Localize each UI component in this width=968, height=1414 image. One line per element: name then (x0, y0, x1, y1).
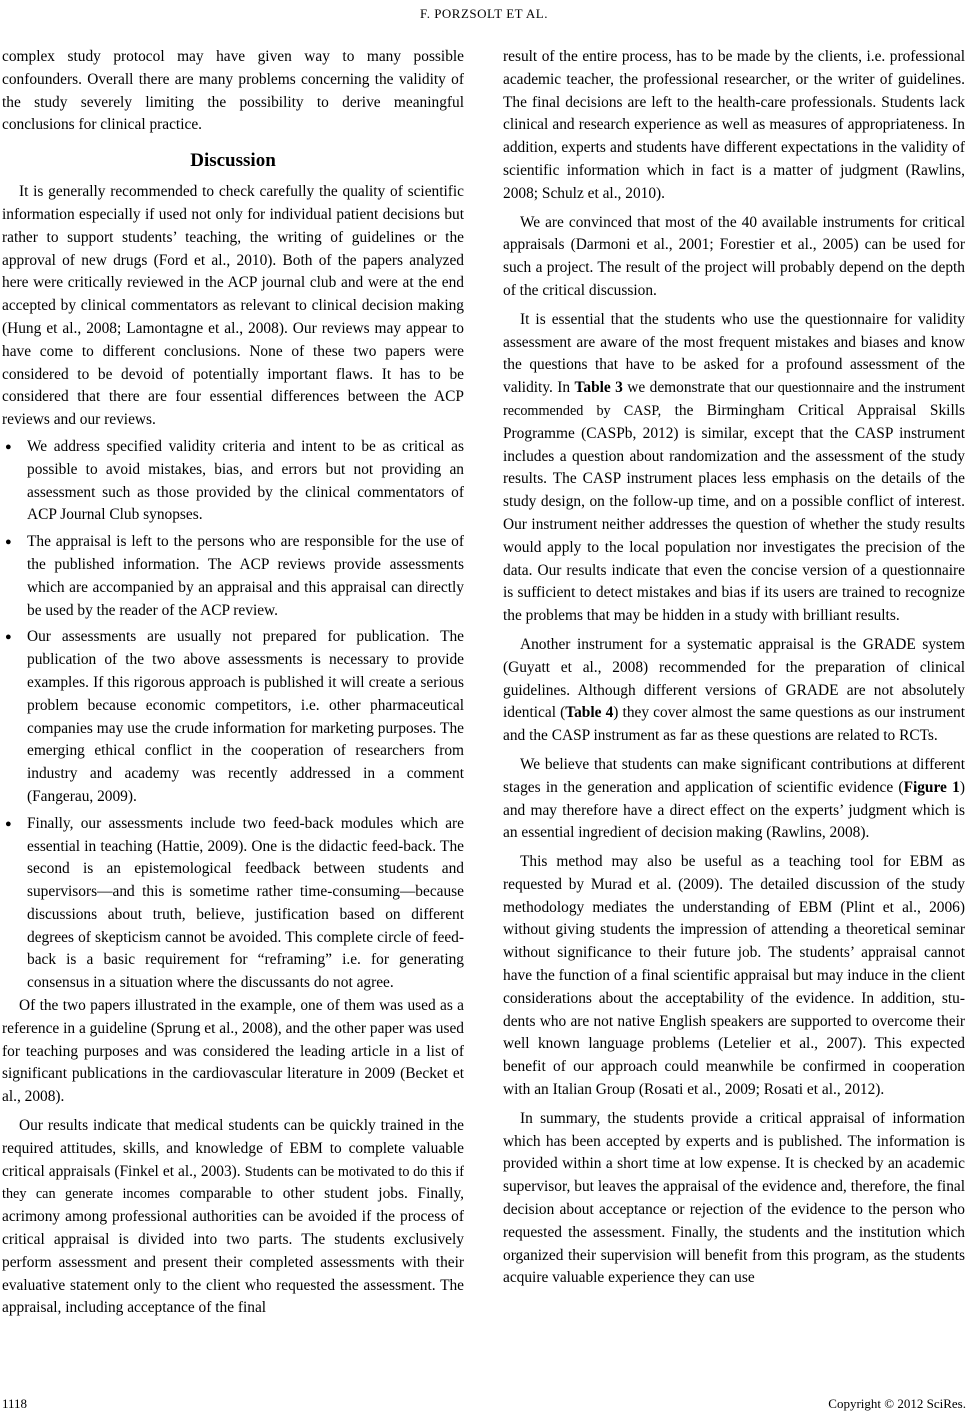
bullet-icon: ● (5, 440, 12, 453)
paragraph: This method may also be useful as a teaching tool for EBM as requested by Murad et al. (2009). The detailed discussion of the study methodology mediates the understanding of EBM (Plint et al., 2006) without giving students the impression of attending a theoretical seminar without significance to their future job. The students’ appraisal cannot have the function of a final scientific appraisal but may induce in the client considerations about the acceptability of the evidence. In addition, students who are not native English speakers are supported to overcome their well known language problems (Letelier et al., 2007). This expected benefit of our approach could meanwhile be confirmed in cooperation with an Italian Group (Rosati et al., 2009; Rosati et al., 2012). (503, 853, 965, 1099)
paragraph: Another instrument for a systematic appraisal is the GRADE system (Guyatt et al., 2008) recommended for the preparation of clinical guidelines. Although different versions of GRADE are not absolutely identical (Table 4) they cover almost the same questions as our instrument and the CASP instrument as far as these questions are related to RCTs. (503, 635, 965, 745)
paragraph: Of the two papers illustrated in the example, one of them was used as a reference in a guideline (Sprung et al., 2008), and the other paper was used for teaching purposes and was considered the leading article in a list of significant publications in the cardiovascular literature in 2009 (Becket et al., 2008). (2, 997, 464, 1106)
list-item: ● Our assessments are usually not prepared for publication. The publication of the two above assessments is necessary to provide examples. If this rigorous approach is published it will create a serious problem because economic competitors, i.e. other pharmaceutical companies may use the crude information for marketing purposes. The emerging ethical conflict in the cooperation of researchers from industry and academy was recently addressed in a comment (Fangerau, 2009). (5, 628, 464, 805)
table-reference[interactable]: Table 4 (565, 704, 614, 722)
paragraph: In summary, the students provide a critical appraisal of information which has been accepted by experts and is published. The information is provided within a short time at low expense. It is checked by an academic supervisor, but leaves the appraisal of the evidence and, therefore, the final decision about acceptance or rejection of the evidence to the person who requested the assessment. Finally, the students and the institution which organized their supervision will benefit from this program, as the students acquire valuable experience they can use (503, 1109, 965, 1287)
paragraph-continued: complex study protocol may have given way to many possible confounders. Overall there are many problems concerning the validity of the study severely limiting the possibility to derive meaningful conclusions for clinical practice. (2, 48, 464, 134)
bullet-icon: ● (5, 631, 12, 644)
left-column (2, 46, 464, 1320)
list-item: ● The appraisal is left to the persons who are responsible for the use of the published information. The ACP reviews provide assessments which are accompanied by an appraisal and this appraisal can directly be used by the reader of the ACP review. (5, 533, 464, 619)
bullet-icon: ● (5, 817, 12, 830)
table-reference[interactable]: Table 3 (574, 379, 623, 397)
bullet-icon: ● (5, 536, 12, 549)
paragraph: We are convinced that most of the 40 available instruments for critical appraisals (Darmoni et al., 2001; Forestier et al., 2005) can be used for such a project. The result of the project will probably depend on the depth of the critical discussion. (503, 213, 965, 299)
list-item: ● We address specified validity criteria and intent to be as critical as possible to avoid mistakes, bias, and errors but not providing an assessment such as those provided by the clinical commentators of ACP Journal Club synopses. (5, 437, 464, 524)
list-item: ● Finally, our assessments include two feed-back modules which are essential in teaching (Hattie, 2009). One is the didactic feed-back. The second is an epistemological feedback between students and supervisors—and this is sometime rather time-consuming—because discussions about truth, believe, justification based on different degrees of skepticism cannot be avoided. This complete circle of feed-back is a basic requirement for “reframing” i.e. for generating consensus in a situation where the discussants do not agree. (5, 814, 464, 992)
copyright-notice: Copyright © 2012 SciRes. (828, 1396, 966, 1411)
section-heading: Discussion (190, 150, 276, 172)
paragraph: It is essential that the students who use the questionnaire for validity assessment are aware of the most frequent mistakes and biases and know the questions that have to be asked for a profound assessment of the validity. In Table 3 we demonstrate that our questionnaire and the instrument recommended by CASP, the Birmingham Critical Appraisal Skills Programme (CASPb, 2012) is similar, except that the CASP instrument includes a question about randomization and the assessment of the study results. The CASP instrument places less emphasis on the details of the study design, on the follow-up time, and on a possible conflict of interest. Our instrument neither addresses the question of whether the study results would apply to the local population nor investigates the precision of the data. Our results indicate that even the concise version of a questionnaire is sufficient to detect mistakes and bias if its users are trained to recognize the problems that may be hidden in a study with brilliant results. (503, 310, 965, 625)
figure-reference[interactable]: Figure 1 (903, 778, 960, 796)
right-column (503, 46, 965, 1290)
page-number: 1118 (2, 1396, 28, 1411)
paragraph: It is generally recommended to check carefully the quality of scientific information especially if used not only for individual patient decisions but rather to support students’ teaching, the writing of guidelines or the approval of new drugs (Ford et al., 2010). Both of the papers analyzed here were critically reviewed in the ACP journal club and were at the end accepted by clinical commentators as relevant to clinical decision making (Hung et al., 2008; Lamontagne et al., 2008). Our reviews may appear to have come to different conclusions. None of these two papers were considered to be devoid of potentially important flaws. It has to be considered that there are four essential differences between the ACP reviews and our reviews. (2, 183, 464, 429)
paragraph: Our results indicate that medical students can be quickly trained in the required attitudes, skills, and knowledge of EBM to complete valuable critical appraisals (Finkel et al., 2003). Students can be motivated to do this if they can generate incomes comparable to other student jobs. Finally, acrimony among professional authorities can be avoided if the process of critical appraisal is divided into two parts. The students exclusively perform assessment and present their completed assessments with their evaluative statement only to the client who requested the assessment. The appraisal, including acceptance of the final (2, 1117, 465, 1317)
paragraph: We believe that students can make significant contributions at different stages in the generation and application of scientific evidence (Figure 1) and may therefore have a direct effect on the experts’ judgment which is an essential ingredient of decision making (Rawlins, 2008). (503, 755, 966, 842)
paragraph-continued: result of the entire process, has to be made by the clients, i.e. professional academic teacher, the professional researcher, or the writer of guidelines. The final decisions are left to the health-care professionals. Students lack clinical and research experience as well as measures of appropriateness. In addition, experts and students have different expectations in the validity of scientific information which in fact is a matter of judgment (Rawlins, 2008; Schulz et al., 2010). (503, 48, 965, 202)
bullet-list (2, 436, 464, 995)
running-head: F. PORZSOLT ET AL. (420, 6, 548, 21)
